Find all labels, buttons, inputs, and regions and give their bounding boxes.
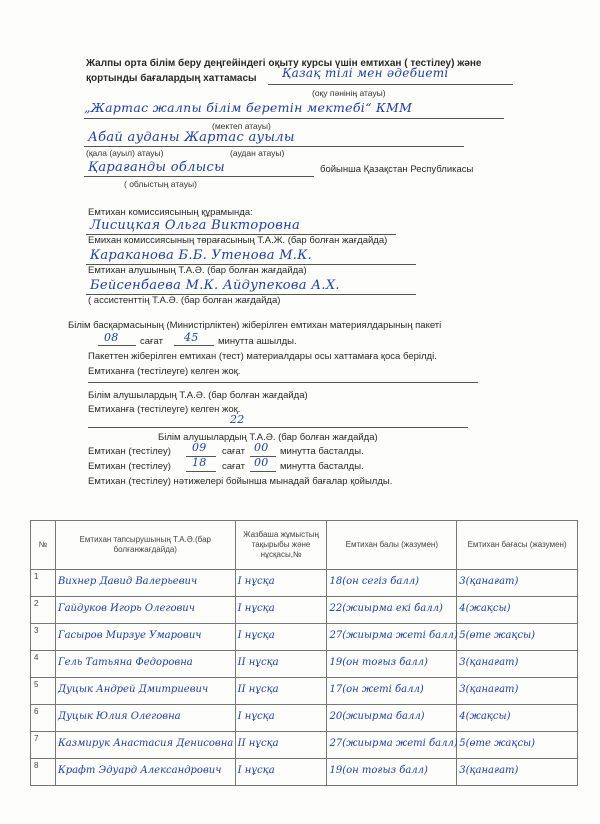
- opening-text-2: Пакеттен жіберілген емтихан (тест) материалдары осы хаттамаға қоса берілді.: [88, 351, 437, 362]
- table-row: [31, 678, 578, 705]
- chair-value: Лисицкая Ольга Викторовна: [90, 218, 301, 233]
- row-name-cell: [55, 705, 235, 732]
- row-grade: 5(өте жақсы): [459, 738, 536, 749]
- row-name: Казмирук Анастасия Денисовна: [57, 738, 234, 749]
- start-sagat: сағат: [222, 446, 245, 457]
- opening-sagat: сағат: [140, 336, 163, 347]
- start-minute: 00: [254, 441, 269, 454]
- end-prefix: Емтихан (тестілеу): [88, 461, 171, 472]
- takers-caption: Емтихан алушының Т.А.Ә. (бар болған жағдайда): [88, 265, 307, 276]
- row-number: 2: [31, 597, 56, 624]
- row-name-cell: [55, 759, 235, 786]
- row-name-cell: [55, 651, 235, 678]
- locality-caption-b: (аудан атауы): [230, 148, 285, 158]
- row-name: Гасыров Мирзуе Умарович: [57, 630, 202, 641]
- region-suffix: бойынша Қазақстан Республикасы: [320, 164, 474, 175]
- school-line: [84, 118, 504, 119]
- locality-value: Абай ауданы Жартас ауылы: [88, 130, 295, 145]
- row-score: 20(жиырма балл): [329, 711, 425, 722]
- row-grade: 4(жақсы): [459, 711, 511, 722]
- row-variant-cell: [235, 732, 327, 759]
- row-variant-cell: [235, 651, 327, 678]
- start-suffix: минутта басталды.: [280, 446, 364, 457]
- header-name: Емтихан тапсырушының Т.А.Ә.(бар болғанжағдайда): [55, 521, 235, 570]
- subject-caption: (оқу пәнінің атауы): [312, 88, 386, 98]
- row-grade-cell: [457, 651, 578, 678]
- row-grade: 4(жақсы): [459, 603, 511, 614]
- row-score-cell: [327, 678, 457, 705]
- takers-value: Караканова Б.Б. Утенова М.К.: [90, 248, 313, 263]
- row-variant: I нұсқа: [237, 711, 275, 722]
- opening-line-5: [88, 427, 468, 428]
- assistants-value: Бейсенбаева М.К. Айдупекова А.Х.: [90, 278, 340, 293]
- row-name: Дуцык Юлия Олеговна: [57, 711, 181, 722]
- row-score: 27(жиырма жеті балл): [329, 738, 458, 749]
- header-variant: Жазбаша жұмыстың тақырыбы және нұсқасы,№: [235, 521, 327, 570]
- row-variant: I нұсқа: [237, 765, 275, 776]
- results-text: Емтихан (тестілеу) нәтижелері бойынша мынадай бағалар қойылды.: [88, 476, 393, 487]
- row-grade-cell: [457, 705, 578, 732]
- row-score-cell: [327, 732, 457, 759]
- end-suffix: минутта басталды.: [280, 461, 364, 472]
- opening-text-4: Білім алушылардың Т.А.Ә. (бар болған жағдайда): [88, 390, 308, 401]
- opening-suffix: минутта ашылды.: [218, 336, 297, 347]
- header-line-1: Жалпы орта білім беру деңгейіндегі оқыту курсы үшін емтихан ( тестілеу) және: [86, 58, 482, 69]
- row-number: 3: [31, 624, 56, 651]
- row-grade-cell: [457, 678, 578, 705]
- row-grade-cell: [457, 624, 578, 651]
- region-line: [84, 176, 314, 177]
- header-grade: Емтихан бағасы (жазумен): [457, 521, 578, 570]
- row-grade-cell: [457, 597, 578, 624]
- header-line-2: қортынды бағалардың хаттамасы: [86, 73, 257, 84]
- row-name-cell: [55, 732, 235, 759]
- row-grade: 3(қанағат): [459, 576, 519, 587]
- chair-caption: Емихан комиссиясының төрағасының Т.А.Ж. (бар болған жағдайда): [88, 235, 388, 246]
- row-variant: II нұсқа: [237, 738, 279, 749]
- commission-label: Емтихан комиссиясының құрамында:: [88, 207, 253, 218]
- region-value: Қарағанды облысы: [88, 160, 226, 175]
- table-row: [31, 651, 578, 678]
- opening-hour-line: [98, 345, 136, 346]
- table-header-row: [31, 521, 578, 570]
- row-name: Дуцык Андрей Дмитриевич: [57, 684, 209, 695]
- table-row: [31, 570, 578, 597]
- table-row: [31, 759, 578, 786]
- row-score: 17(он жеті балл): [329, 684, 424, 695]
- locality-line: [84, 146, 464, 147]
- row-number: 6: [31, 705, 56, 732]
- row-variant: II нұсқа: [237, 684, 279, 695]
- row-variant: I нұсқа: [237, 576, 275, 587]
- school-caption: (мектеп атауы): [212, 121, 271, 131]
- row-number: 5: [31, 678, 56, 705]
- end-hour-line: [186, 471, 216, 472]
- region-caption: ( облыстың атауы): [124, 179, 197, 189]
- row-grade: 3(қанағат): [459, 765, 519, 776]
- row-variant-cell: [235, 570, 327, 597]
- opening-minute: 45: [184, 331, 199, 344]
- school-value: „Жартас жалпы білім беретін мектебі“ КММ: [84, 100, 413, 115]
- row-name-cell: [55, 624, 235, 651]
- table-row: [31, 624, 578, 651]
- row-name-cell: [55, 570, 235, 597]
- row-grade-cell: [457, 732, 578, 759]
- row-variant: I нұсқа: [237, 603, 275, 614]
- row-name: Крафт Эдуард Александрович: [57, 765, 222, 776]
- row-score-cell: [327, 597, 457, 624]
- results-table: [30, 520, 578, 786]
- table-row: [31, 705, 578, 732]
- start-hour: 09: [192, 441, 207, 454]
- end-sagat: сағат: [222, 461, 245, 472]
- row-score: 18(он сегіз балл): [329, 576, 419, 587]
- row-variant-cell: [235, 624, 327, 651]
- row-variant-cell: [235, 597, 327, 624]
- row-name: Вихнер Давид Валерьевич: [57, 576, 198, 587]
- opening-minute-line: [174, 345, 214, 346]
- row-grade-cell: [457, 759, 578, 786]
- row-variant: II нұсқа: [237, 657, 279, 668]
- row-grade: 5(өте жақсы): [459, 630, 536, 641]
- row-score-cell: [327, 651, 457, 678]
- start-prefix: Емтихан (тестілеу): [88, 446, 171, 457]
- locality-caption-a: (қала (ауыл) атауы): [86, 148, 164, 158]
- opening-text-3: Емтиханға (тестілеуге) келген жоқ.: [88, 366, 241, 377]
- opening-hour: 08: [104, 331, 119, 344]
- row-name: Гайдуков Игорь Олегович: [57, 603, 195, 614]
- row-number: 1: [31, 570, 56, 597]
- header-score: Емтихан балы (жазумен): [327, 521, 457, 570]
- attendance-count: 22: [230, 413, 245, 426]
- row-score-cell: [327, 759, 457, 786]
- end-minute: 00: [254, 456, 269, 469]
- opening-text-5: Емтиханға (тестілеуге) келген жоқ.: [88, 404, 241, 415]
- opening-line-3: [88, 382, 478, 383]
- row-score-cell: [327, 705, 457, 732]
- row-number: 8: [31, 759, 56, 786]
- table-row: [31, 732, 578, 759]
- row-score-cell: [327, 624, 457, 651]
- row-score: 19(он тоғыз балл): [329, 657, 428, 668]
- row-variant: I нұсқа: [237, 630, 275, 641]
- row-grade: 3(қанағат): [459, 684, 519, 695]
- row-name-cell: [55, 678, 235, 705]
- opening-text-1: Білім басқармасының (Министірліктен) жіберілген емтихан материялдарының пакеті: [68, 320, 442, 331]
- row-grade: 3(қанағат): [459, 657, 519, 668]
- row-variant-cell: [235, 705, 327, 732]
- end-hour: 18: [192, 456, 207, 469]
- row-number: 4: [31, 651, 56, 678]
- subject-line: [268, 84, 513, 85]
- row-number: 7: [31, 732, 56, 759]
- opening-text-6: Білім алушылардың Т.А.Ә. (бар болған жағдайда): [158, 432, 378, 443]
- row-variant-cell: [235, 678, 327, 705]
- assistants-caption: ( ассистенттің Т.А.Ә. (бар болған жағдайда): [88, 295, 281, 306]
- header-num: №: [31, 521, 56, 570]
- row-score-cell: [327, 570, 457, 597]
- row-score: 22(жиырма екі балл): [329, 603, 443, 614]
- table-row: [31, 597, 578, 624]
- row-score: 27(жиырма жеті балл): [329, 630, 458, 641]
- row-score: 19(он тоғыз балл): [329, 765, 428, 776]
- end-minute-line: [250, 471, 276, 472]
- row-name-cell: [55, 597, 235, 624]
- row-name: Гель Татьяна Федоровна: [57, 657, 193, 668]
- subject-value: Қазақ тілі мен әдебиеті: [282, 66, 449, 80]
- row-variant-cell: [235, 759, 327, 786]
- row-grade-cell: [457, 570, 578, 597]
